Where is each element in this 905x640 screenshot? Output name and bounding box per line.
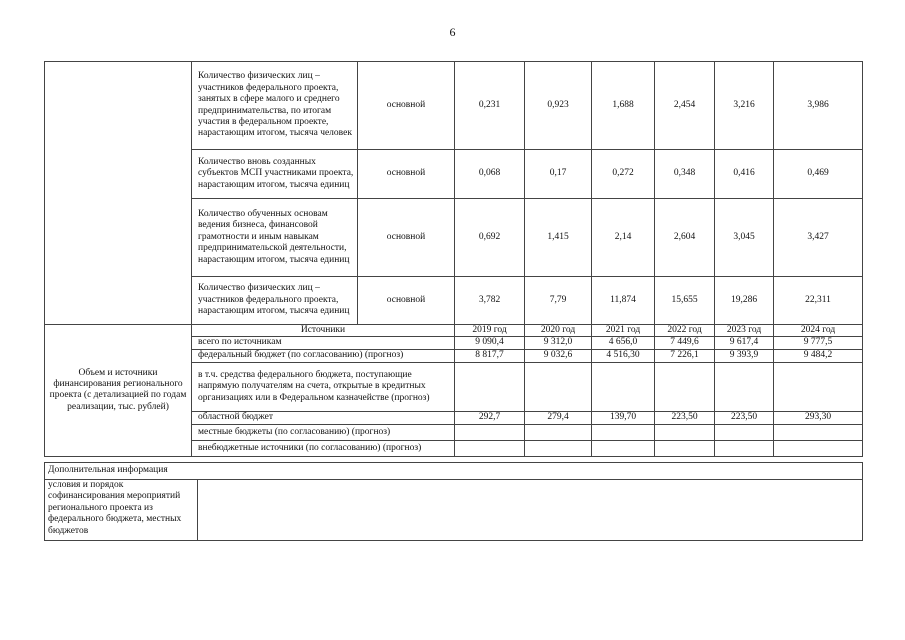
financing-value [525, 440, 592, 456]
financing-value [774, 440, 863, 456]
indicator-value: 11,874 [592, 277, 655, 325]
indicator-name: Количество вновь созданных субъектов МСП участниками проекта, нарастающим итогом, тысяча единиц [192, 150, 358, 199]
sources-header: Источники [192, 325, 455, 337]
financing-value: 223,50 [655, 411, 715, 424]
financing-value [592, 440, 655, 456]
indicator-value: 3,045 [715, 199, 774, 277]
financing-value: 139,70 [592, 411, 655, 424]
financing-value [774, 362, 863, 411]
financing-value [715, 440, 774, 456]
indicator-value: 2,14 [592, 199, 655, 277]
financing-value [525, 424, 592, 440]
financing-source-label: внебюджетные источники (по согласованию) (прогноз) [192, 440, 455, 456]
financing-value: 9 312,0 [525, 337, 592, 349]
indicator-value: 0,348 [655, 150, 715, 199]
financing-table [44, 324, 863, 457]
indicator-value: 3,782 [455, 277, 525, 325]
financing-source-label: в т.ч. средства федерального бюджета, поступающие напрямую получателям на счета, открытые в кредитных организациях или в Федеральном казначействе (прогноз) [192, 362, 455, 411]
indicator-value: 15,655 [655, 277, 715, 325]
financing-value: 223,50 [715, 411, 774, 424]
financing-value: 8 817,7 [455, 349, 525, 362]
indicator-type: основной [358, 62, 455, 150]
indicator-value: 3,986 [774, 62, 863, 150]
indicator-name: Количество физических лиц – участников федерального проекта, нарастающим итогом, тысяча единиц [192, 277, 358, 325]
financing-value [455, 440, 525, 456]
page-number: 6 [449, 25, 456, 39]
indicator-value: 0,231 [455, 62, 525, 150]
financing-value: 9 777,5 [774, 337, 863, 349]
financing-value [455, 362, 525, 411]
indicator-value: 0,416 [715, 150, 774, 199]
indicators-group-cell [45, 62, 192, 325]
financing-header-row [45, 325, 863, 337]
cofinancing-conditions-value [198, 480, 863, 541]
indicator-type: основной [358, 150, 455, 199]
indicator-value: 2,604 [655, 199, 715, 277]
indicator-value: 22,311 [774, 277, 863, 325]
financing-source-label: всего по источникам [192, 337, 455, 349]
year-header: 2022 год [655, 325, 715, 337]
financing-value: 9 090,4 [455, 337, 525, 349]
financing-value [715, 424, 774, 440]
indicator-value: 2,454 [655, 62, 715, 150]
indicator-value: 0,17 [525, 150, 592, 199]
year-header: 2020 год [525, 325, 592, 337]
indicator-value: 1,688 [592, 62, 655, 150]
indicator-value: 0,068 [455, 150, 525, 199]
financing-value: 279,4 [525, 411, 592, 424]
financing-source-label: местные бюджеты (по согласованию) (прогноз) [192, 424, 455, 440]
indicator-value: 0,469 [774, 150, 863, 199]
indicator-name: Количество физических лиц – участников федерального проекта, занятых в сфере малого и среднего предпринимательства, по итогам участия в федеральном проекте, нарастающим итогом, тысяча человек [192, 62, 358, 150]
financing-value [592, 424, 655, 440]
financing-value: 9 484,2 [774, 349, 863, 362]
financing-value: 4 516,30 [592, 349, 655, 362]
additional-info-table [44, 462, 863, 541]
financing-value [715, 362, 774, 411]
year-header: 2019 год [455, 325, 525, 337]
cofinancing-conditions-label: условия и порядок софинансирования мероприятий регионального проекта из федерального бюджета, местных бюджетов [45, 480, 198, 541]
financing-value: 7 449,6 [655, 337, 715, 349]
year-header: 2023 год [715, 325, 774, 337]
financing-source-label: федеральный бюджет (по согласованию) (прогноз) [192, 349, 455, 362]
indicator-value: 0,272 [592, 150, 655, 199]
financing-value [592, 362, 655, 411]
financing-value: 9 617,4 [715, 337, 774, 349]
financing-section-label: Объем и источники финансирования регионального проекта (с детализацией по годам реализации, тыс. рублей) [45, 325, 192, 457]
financing-value: 293,30 [774, 411, 863, 424]
financing-value [525, 362, 592, 411]
indicator-value: 7,79 [525, 277, 592, 325]
indicators-table [44, 61, 863, 325]
indicator-value: 1,415 [525, 199, 592, 277]
year-header: 2021 год [592, 325, 655, 337]
financing-value: 4 656,0 [592, 337, 655, 349]
financing-value: 7 226,1 [655, 349, 715, 362]
indicator-type: основной [358, 199, 455, 277]
financing-value [655, 440, 715, 456]
indicator-name: Количество обученных основам ведения бизнеса, финансовой грамотности и иным навыкам предпринимательской деятельности, нарастающим итогом, тысяча единиц [192, 199, 358, 277]
indicator-row [45, 62, 863, 150]
financing-value: 9 032,6 [525, 349, 592, 362]
indicator-value: 0,692 [455, 199, 525, 277]
financing-value: 292,7 [455, 411, 525, 424]
financing-value: 9 393,9 [715, 349, 774, 362]
additional-info-title: Дополнительная информация [45, 463, 863, 480]
financing-value [774, 424, 863, 440]
indicator-type: основной [358, 277, 455, 325]
year-header: 2024 год [774, 325, 863, 337]
indicator-value: 0,923 [525, 62, 592, 150]
financing-value [455, 424, 525, 440]
financing-source-label: областной бюджет [192, 411, 455, 424]
indicator-value: 19,286 [715, 277, 774, 325]
indicator-value: 3,427 [774, 199, 863, 277]
indicator-value: 3,216 [715, 62, 774, 150]
financing-value [655, 362, 715, 411]
financing-value [655, 424, 715, 440]
